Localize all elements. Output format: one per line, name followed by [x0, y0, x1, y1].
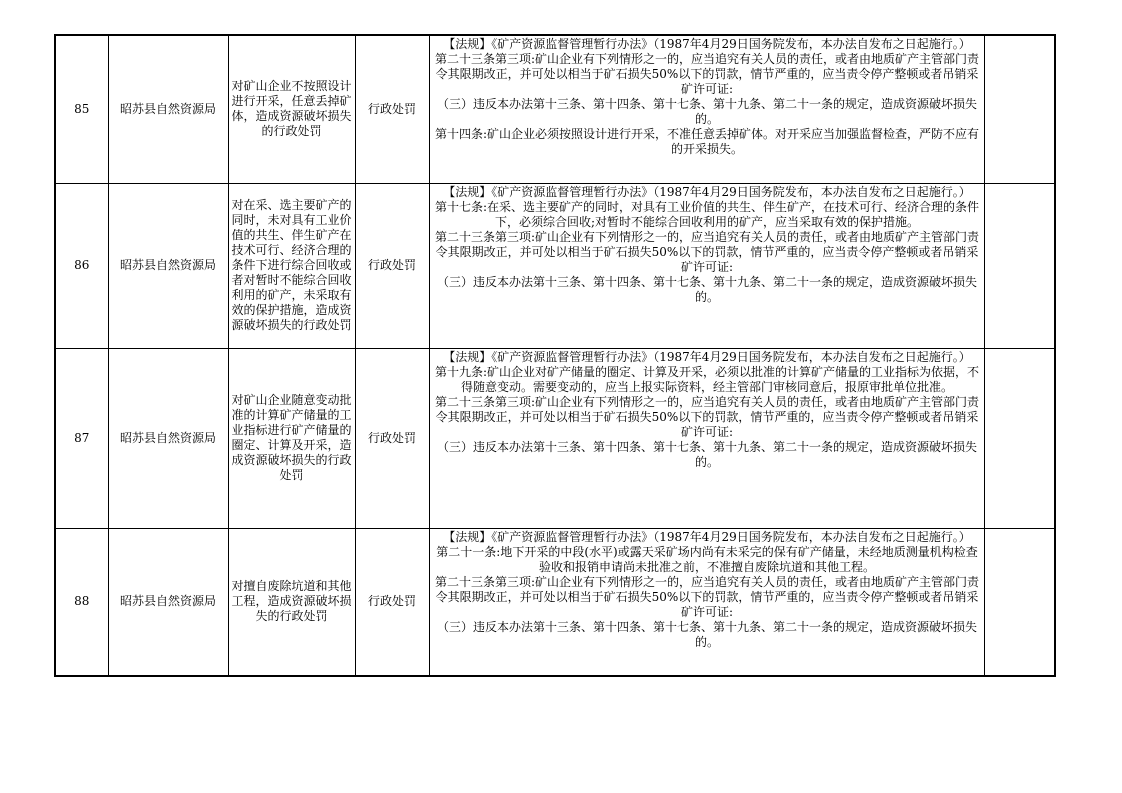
row-number: 85: [55, 35, 108, 183]
remarks-cell: [984, 35, 1055, 183]
row-number: 86: [55, 183, 108, 348]
table-row: [55, 183, 1055, 348]
item-type-cell: 行政处罚: [355, 35, 429, 183]
item-name-cell: 对矿山企业随意变动批准的计算矿产储量的工业指标进行矿产储量的圈定、计算及开采，造成资源破坏损失的行政处罚: [228, 348, 355, 528]
item-name-cell: 对擅自废除坑道和其他工程，造成资源破坏损失的行政处罚: [228, 528, 355, 676]
basis-line: 【法规】《矿产资源监督管理暂行办法》（1987年4月29日国务院发布，本办法自发布之日起施行。）: [443, 529, 971, 544]
remarks-cell: [984, 183, 1055, 348]
legal-basis-cell: [429, 348, 984, 528]
basis-line: 第二十三条第三项:矿山企业有下列情形之一的，应当追究有关人员的责任，或者由地质矿产主管部门责令其限期改正，并可处以相当于矿石损失50%以下的罚款，情节严重的，应当责令停产整顿或者吊销采矿许可证:: [434, 52, 980, 96]
row-number: 88: [55, 528, 108, 676]
basis-line: 第二十一条:地下开采的中段(水平)或露天采矿场内尚有未采完的保有矿产储量，未经地质测量机构检查验收和报销申请尚未批准之前，不准擅自废除坑道和其他工程。: [436, 544, 978, 574]
basis-line: 【法规】《矿产资源监督管理暂行办法》（1987年4月29日国务院发布，本办法自发布之日起施行。）: [443, 37, 971, 51]
table-row: [55, 348, 1055, 528]
row-number: 87: [55, 348, 108, 528]
basis-line: 第二十三条第三项:矿山企业有下列情形之一的，应当追究有关人员的责任，或者由地质矿产主管部门责令其限期改正，并可处以相当于矿石损失50%以下的罚款，情节严重的，应当责令停产整顿或者吊销采矿许可证:: [434, 394, 980, 439]
authority-cell: 昭苏县自然资源局: [108, 35, 228, 183]
remarks-cell: [984, 528, 1055, 676]
legal-basis-cell: [429, 183, 984, 348]
authority-cell: 昭苏县自然资源局: [108, 528, 228, 676]
authority-cell: 昭苏县自然资源局: [108, 183, 228, 348]
basis-line: （三）违反本办法第十三条、第十四条、第十七条、第十九条、第二十一条的规定，造成资源破坏损失的。: [436, 619, 977, 649]
authority-cell: 昭苏县自然资源局: [108, 348, 228, 528]
basis-line: 第二十三条第三项:矿山企业有下列情形之一的，应当追究有关人员的责任，或者由地质矿产主管部门责令其限期改正，并可处以相当于矿石损失50%以下的罚款，情节严重的，应当责令停产整顿或者吊销采矿许可证:: [434, 574, 980, 619]
penalty-table: [54, 34, 1056, 677]
item-type-cell: 行政处罚: [355, 183, 429, 348]
remarks-cell: [984, 348, 1055, 528]
item-type-cell: 行政处罚: [355, 528, 429, 676]
basis-line: （三）违反本办法第十三条、第十四条、第十七条、第十九条、第二十一条的规定，造成资源破坏损失的。: [436, 439, 977, 469]
basis-line: 第十四条:矿山企业必须按照设计进行开采，不准任意丢掉矿体。对开采应当加强监督检查，严防不应有的开采损失。: [434, 127, 980, 156]
basis-line: 【法规】《矿产资源监督管理暂行办法》（1987年4月29日国务院发布，本办法自发布之日起施行。）: [443, 349, 971, 364]
item-name-cell: 对矿山企业不按照设计进行开采，任意丢掉矿体，造成资源破坏损失的行政处罚: [228, 35, 355, 183]
basis-line: 第十九条:矿山企业对矿产储量的圈定、计算及开采，必须以批准的计算矿产储量的工业指标为依据，不得随意变动。需要变动的，应当上报实际资料，经主管部门审核同意后，报原审批单位批准。: [434, 364, 980, 394]
item-type-cell: 行政处罚: [355, 348, 429, 528]
basis-line: （三）违反本办法第十三条、第十四条、第十七条、第十九条、第二十一条的规定，造成资源破坏损失的。: [436, 97, 977, 126]
basis-line: （三）违反本办法第十三条、第十四条、第十七条、第十九条、第二十一条的规定，造成资源破坏损失的。: [436, 274, 977, 304]
table-row: [55, 35, 1055, 183]
legal-basis-cell: [429, 35, 984, 183]
legal-basis-cell: [429, 528, 984, 676]
basis-line: 第二十三条第三项:矿山企业有下列情形之一的，应当追究有关人员的责任，或者由地质矿产主管部门责令其限期改正，并可处以相当于矿石损失50%以下的罚款，情节严重的，应当责令停产整顿或者吊销采矿许可证:: [434, 229, 980, 274]
basis-line: 【法规】《矿产资源监督管理暂行办法》（1987年4月29日国务院发布，本办法自发布之日起施行。）: [443, 184, 971, 199]
item-name-cell: 对在采、选主要矿产的同时，未对具有工业价值的共生、伴生矿产在技术可行、经济合理的条件下进行综合回收或者对暂时不能综合回收利用的矿产，未采取有效的保护措施，造成资源破坏损失的行政处罚: [228, 183, 355, 348]
basis-line: 第十七条:在采、选主要矿产的同时，对具有工业价值的共生、伴生矿产，在技术可行、经济合理的条件下，必须综合回收;对暂时不能综合回收利用的矿产，应当采取有效的保护措施。: [434, 199, 980, 229]
table-row: [55, 528, 1055, 676]
